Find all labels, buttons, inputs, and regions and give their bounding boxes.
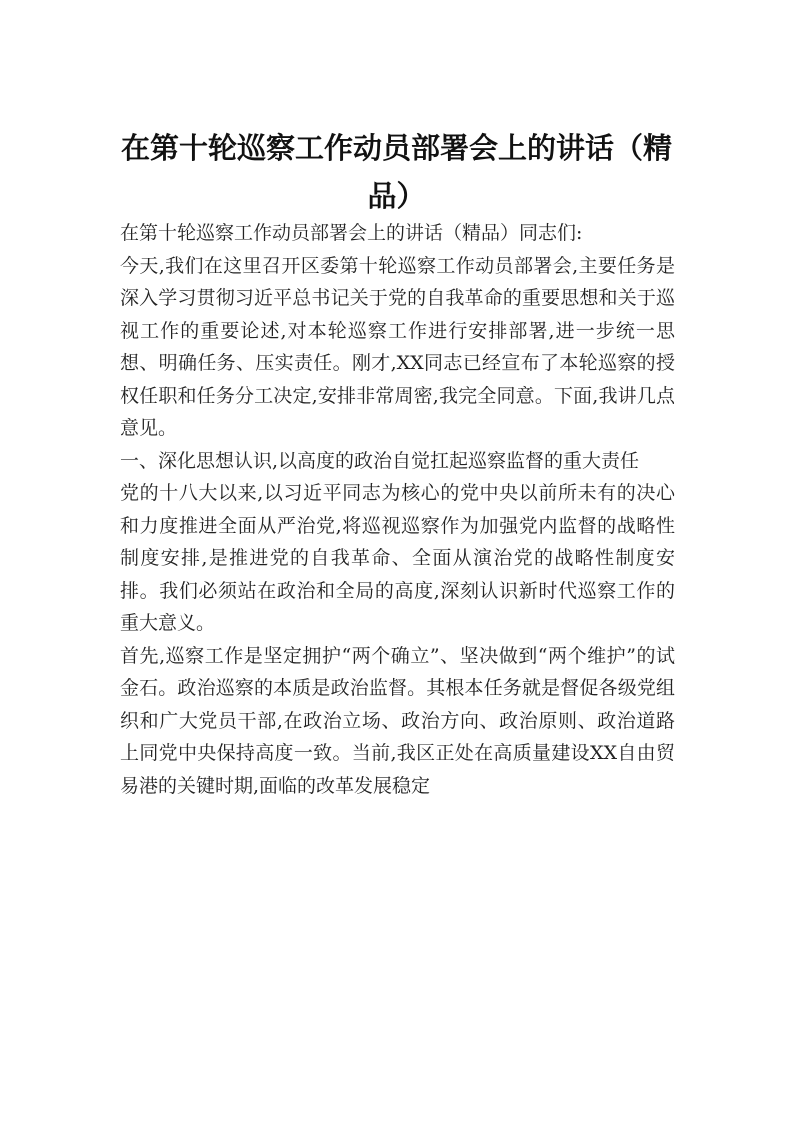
document-title: 在第十轮巡察工作动员部署会上的讲话（精品） [120,131,672,213]
paragraph-first-point: 首先,巡察工作是坚定拥护“两个确立”、坚决做到“两个维护”的试金石。政治巡察的本质是政治监督。其根本任务就是督促各级党组织和广大党员干部,在政治立场、政治方向、政治原则、政治道路上同党中央保持高度一致。当前,我区正处在高质量建设XX自由贸易港的关键时期,面临的改革发展稳定 [120,644,675,797]
paragraph-background: 党的十八大以来,以习近平同志为核心的党中央以前所未有的决心和力度推进全面从严治党,将巡视巡察作为加强党内监督的战略性制度安排,是推进党的自我革命、全面从演治党的战略性制度安排。我们必须站在政治和全局的高度,深刻认识新时代巡察工作的重大意义。 [120,482,675,634]
document-body [120,217,675,802]
paragraph-heading-line: 在第十轮巡察工作动员部署会上的讲话（精品）同志们: [120,222,583,244]
section-heading-one: 一、深化思想认识,以高度的政治自觉扛起巡察监督的重大责任 [120,449,640,472]
paragraph-opening: 今天,我们在这里召开区委第十轮巡察工作动员部署会,主要任务是深入学习贯彻习近平总书记关于党的自我革命的重要思想和关于巡视工作的重要论述,对本轮巡察工作进行安排部署,进一步统一思想、明确任务、压实责任。刚才,XX同志已经宣布了本轮巡察的授权任职和任务分工决定,安排非常周密,我完全同意。下面,我讲几点意见。 [120,254,675,439]
